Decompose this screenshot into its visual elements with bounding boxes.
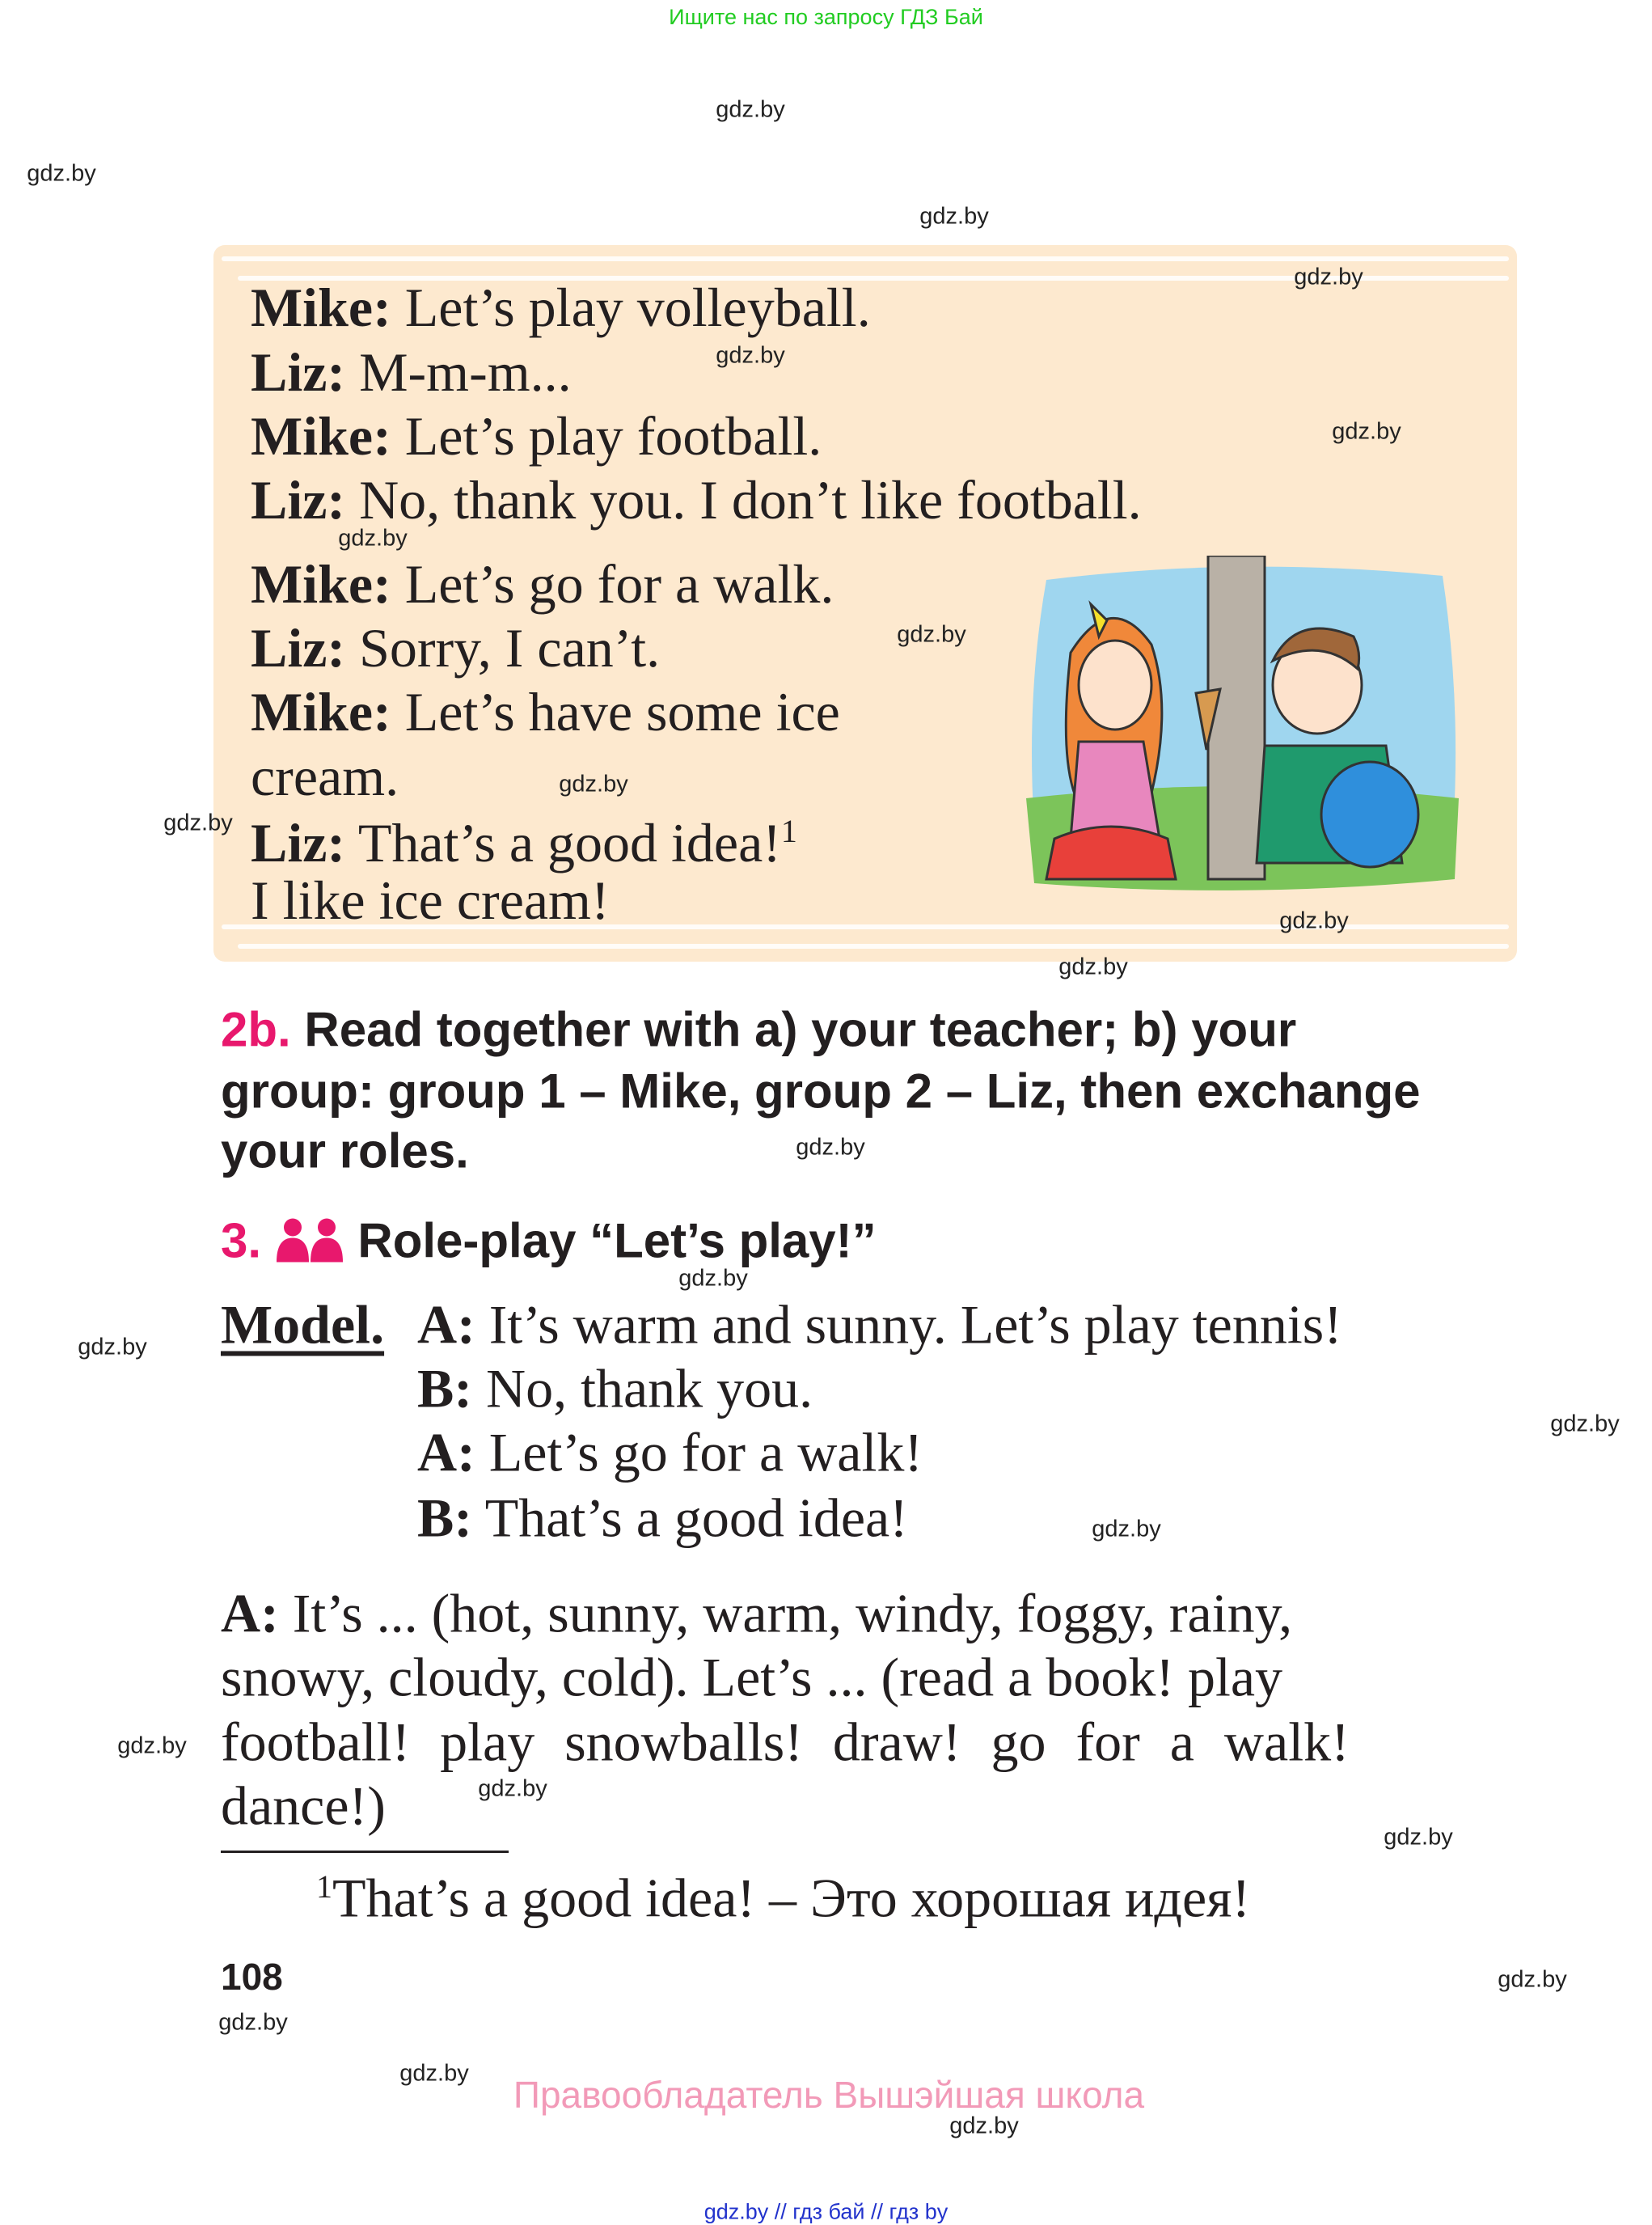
top-banner[interactable]: Ищите нас по запросу ГДЗ Бай	[669, 5, 983, 29]
dialogue-line	[251, 868, 610, 933]
watermark: gdz.by	[949, 2113, 1019, 2139]
watermark: gdz.by	[796, 1134, 865, 1161]
footnote-divider	[221, 1851, 509, 1853]
watermark: gdz.by	[1058, 954, 1128, 980]
exercise-number: 2b.	[221, 1002, 291, 1057]
speaker: B:	[417, 1357, 472, 1419]
watermark: gdz.by	[163, 810, 233, 836]
task-line: football! play snowballs! draw! go for a walk!	[221, 1711, 1350, 1773]
pair-work-icon	[275, 1217, 344, 1263]
task-line: dance!)	[221, 1775, 386, 1837]
watermark: gdz.by	[1279, 907, 1349, 934]
dialogue-line	[251, 552, 834, 616]
watermark: gdz.by	[919, 203, 989, 230]
instruction-text: Read together with a) your teacher; b) your	[304, 1002, 1297, 1057]
dialogue-line	[251, 679, 840, 744]
instruction-text: your roles.	[221, 1123, 469, 1178]
dialogue-line	[251, 467, 1142, 532]
speaker: Mike:	[251, 277, 391, 338]
illustration-kids-with-ice-cream	[1022, 556, 1464, 897]
speaker: A:	[417, 1421, 475, 1483]
watermark: gdz.by	[27, 160, 96, 187]
watermark: gdz.by	[1384, 1824, 1453, 1851]
watermark: gdz.by	[1498, 1966, 1567, 1993]
watermark: gdz.by	[716, 342, 785, 369]
watermark: gdz.by	[78, 1334, 147, 1360]
footnote-mark: 1	[780, 813, 797, 850]
watermark: gdz.by	[897, 621, 966, 648]
model-line	[417, 1293, 1342, 1357]
speaker: Mike:	[251, 681, 391, 742]
watermark: gdz.by	[399, 2060, 469, 2087]
footnote-mark: 1	[316, 1868, 332, 1905]
model-line	[417, 1421, 923, 1485]
speaker: A:	[221, 1582, 279, 1644]
exercise-3-heading	[221, 1211, 1515, 1271]
bottom-links[interactable]: gdz.by // гдз бай // гдз by	[703, 2199, 949, 2224]
dialogue-line	[251, 340, 572, 404]
speaker: A:	[417, 1293, 475, 1356]
line-text: I like ice cream!	[251, 869, 610, 931]
model-line	[417, 1357, 813, 1421]
exercise-2b-line	[221, 1121, 1515, 1182]
exercise-2b-line	[221, 1000, 1515, 1060]
footnote	[316, 1867, 1250, 1931]
line-text: That’s a good idea!	[472, 1487, 908, 1549]
speaker: Mike:	[251, 405, 391, 467]
speaker: B:	[417, 1487, 472, 1549]
speaker: Liz:	[251, 469, 346, 531]
line-text: Let’s go for a walk.	[391, 553, 834, 615]
watermark: gdz.by	[1332, 418, 1401, 445]
line-text: Sorry, I can’t.	[345, 617, 661, 679]
footnote-text: That’s a good idea! – Это хорошая идея!	[332, 1867, 1251, 1929]
watermark: gdz.by	[478, 1775, 547, 1802]
line-text: Let’s have some ice	[391, 681, 840, 742]
speaker: Mike:	[251, 553, 391, 615]
page-number: 108	[221, 1956, 283, 1998]
line-text: No, thank you. I don’t like football.	[345, 469, 1142, 531]
speaker: Liz:	[251, 811, 346, 874]
dialogue-line	[251, 615, 660, 680]
task-line: snowy, cloudy, cold). Let’s ... (read a book! play	[221, 1646, 1283, 1708]
watermark: gdz.by	[716, 96, 785, 123]
line-text: Let’s play football.	[391, 405, 822, 467]
line-text: It’s warm and sunny. Let’s play tennis!	[475, 1293, 1342, 1356]
exercise-number: 3.	[221, 1213, 262, 1268]
dialogue-line	[251, 404, 822, 468]
line-text: M-m-m...	[345, 341, 572, 403]
instruction-text: group: group 1 – Mike, group 2 – Liz, then exchange	[221, 1064, 1421, 1119]
watermark: gdz.by	[559, 771, 628, 797]
line-text: It’s ... (hot, sunny, warm, windy, foggy, rainy,	[292, 1582, 1293, 1644]
watermark: gdz.by	[338, 525, 408, 552]
watermark: gdz.by	[1092, 1516, 1161, 1542]
watermark: gdz.by	[218, 2009, 288, 2036]
watermark: gdz.by	[678, 1265, 748, 1292]
exercise-title: Role-play “Let’s play!”	[357, 1213, 877, 1268]
line-text: Let’s play volleyball.	[391, 277, 871, 338]
line-text: cream.	[251, 746, 399, 807]
line-text: Let’s go for a walk!	[475, 1421, 923, 1483]
line-text: That’s a good idea!	[345, 811, 781, 874]
line-text: No, thank you.	[472, 1357, 813, 1419]
speaker: Liz:	[251, 617, 346, 679]
speaker: Liz:	[251, 341, 346, 403]
panel-decoration	[222, 256, 1509, 261]
exercise-2b-line	[221, 1061, 1515, 1122]
watermark: gdz.by	[1550, 1411, 1620, 1437]
task-line	[221, 1582, 1515, 1646]
watermark: gdz.by	[1294, 264, 1363, 290]
panel-decoration	[238, 944, 1509, 949]
watermark: gdz.by	[117, 1732, 187, 1759]
dialogue-line	[251, 799, 797, 875]
copyright-notice: Правообладатель Вышэйшая школа	[513, 2074, 1145, 2116]
model-line	[417, 1487, 908, 1550]
dialogue-line	[251, 275, 871, 340]
model-label: Model.	[221, 1293, 385, 1356]
